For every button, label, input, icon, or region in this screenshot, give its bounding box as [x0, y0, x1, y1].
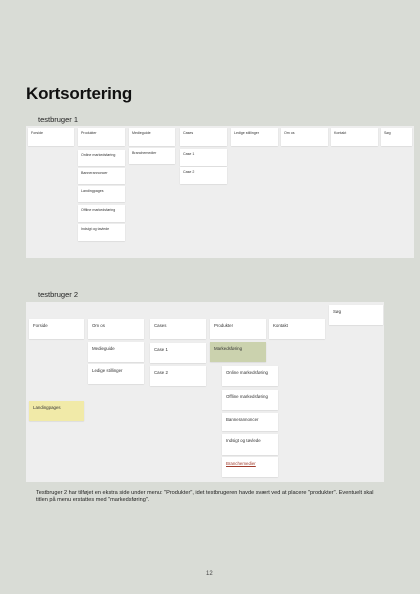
card-indsigt-og-tavlede[interactable]: Indsigt og tavlede [78, 224, 125, 241]
card-forside[interactable]: Forside [29, 319, 84, 339]
card-case-1[interactable]: Case 1 [180, 149, 227, 166]
card-case-1[interactable]: Case 1 [150, 343, 206, 363]
card-online-markedsforing[interactable]: Online markedsføring [78, 150, 125, 166]
page-number: 12 [206, 571, 213, 577]
card-om-os[interactable]: Om os [88, 319, 144, 339]
card-bannerannoncer[interactable]: Bannerannoncer [78, 168, 125, 184]
card-branchemedier[interactable] [222, 457, 278, 477]
card-markedsforing[interactable]: Markedsføring [210, 342, 266, 362]
section2-heading: testbruger 2 [38, 290, 79, 299]
card-bannerannoncer[interactable]: Bannerannoncer [222, 413, 278, 431]
page-title: Kortsortering [26, 84, 133, 103]
card-produkter[interactable]: Produkter [210, 319, 266, 339]
card-ledige-stillinger[interactable]: Ledige stillinger [231, 128, 278, 146]
card-medieguide[interactable]: Medieguide [88, 342, 144, 362]
card-offline-markedsforing[interactable]: Offline markedsføring [78, 205, 125, 222]
card-branchemedier[interactable]: Branchemedier [129, 148, 175, 164]
card-case-2[interactable]: Case 2 [180, 167, 227, 184]
branchemedier-label: Branchemedier [226, 461, 256, 466]
note-text: Testbruger 2 har tilføjet en ekstra side under menu: "Produkter", idet testbrugeren havde svært ved at placere "produkter". Eventuelt skal titlen på menu erstattes med "markedsføring". [36, 490, 374, 504]
card-offline-markedsforing[interactable]: Offline markedsføring [222, 390, 278, 410]
card-sog[interactable]: Søg [381, 128, 412, 146]
card-cases[interactable]: Cases [150, 319, 206, 339]
card-produkter[interactable]: Produkter [78, 128, 125, 146]
card-online-markedsforing[interactable]: Online markedsføring [222, 366, 278, 386]
board-testbruger-2 [26, 302, 384, 482]
card-indsigt-og-tavlede[interactable]: Indsigt og tøvlede [222, 434, 278, 455]
card-ledige-stillinger[interactable]: Ledige stillinger [88, 364, 144, 384]
card-kontakt[interactable]: Kontakt [269, 319, 325, 339]
card-cases[interactable]: Cases [180, 128, 227, 146]
card-medieguide[interactable]: Medieguide [129, 128, 175, 146]
card-case-2[interactable]: Case 2 [150, 366, 206, 386]
card-landingpages[interactable]: Landingpages [78, 186, 125, 202]
card-forside[interactable]: Forside [28, 128, 74, 146]
card-landingpages[interactable]: Landingpages [29, 401, 84, 421]
card-om-os[interactable]: Om os [281, 128, 328, 146]
card-kontakt[interactable]: Kontakt [331, 128, 378, 146]
board-testbruger-1 [26, 126, 414, 258]
card-sog[interactable]: Søg [329, 305, 383, 325]
section1-heading: testbruger 1 [38, 115, 79, 124]
